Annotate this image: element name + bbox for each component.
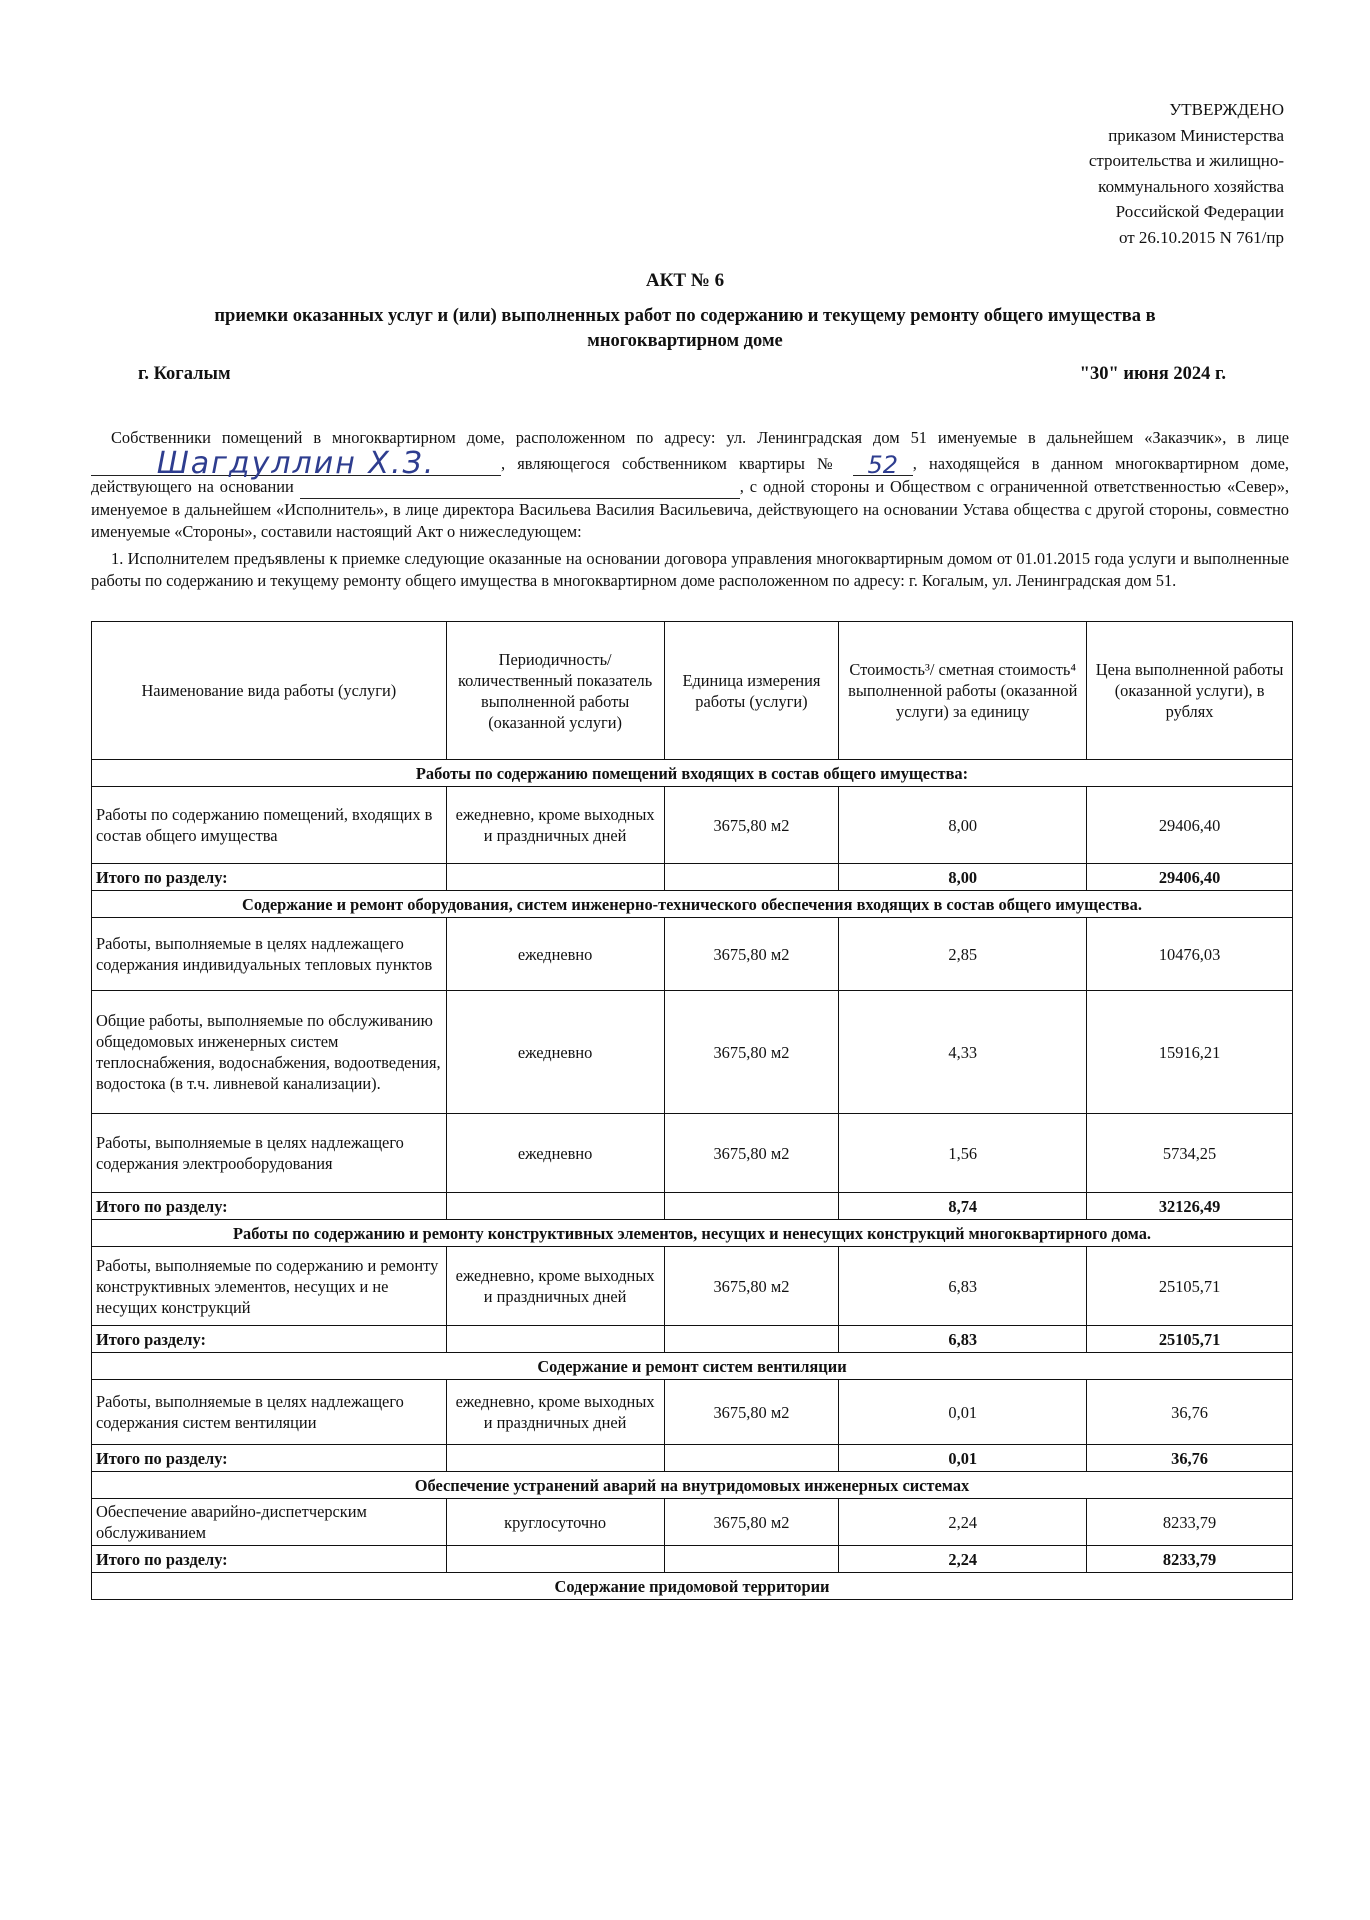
- table-row: [92, 1247, 1293, 1326]
- work-price: 8233,79: [1087, 1499, 1293, 1546]
- total-cost: 6,83: [839, 1326, 1087, 1353]
- table-row: [92, 991, 1293, 1114]
- document-title: АКТ № 6: [645, 270, 725, 291]
- work-price: 10476,03: [1087, 918, 1293, 991]
- section-title: Работы по содержанию помещений входящих в состав общего имущества:: [92, 760, 1293, 787]
- work-cost: 6,83: [839, 1247, 1087, 1326]
- section-total-row: [92, 1193, 1293, 1220]
- works-table: [91, 621, 1293, 1600]
- section-total-row: [92, 864, 1293, 891]
- work-price: 29406,40: [1087, 787, 1293, 864]
- work-cost: 4,33: [839, 991, 1087, 1114]
- work-unit: 3675,80 м2: [664, 991, 839, 1114]
- document-subtitle: приемки оказанных услуг и (или) выполненных работ по содержанию и текущему ремонту общего имущества в многоквартирном доме: [214, 306, 1156, 351]
- total-price: 36,76: [1087, 1445, 1293, 1472]
- header-unit-cost: Стоимость³/ сметная стоимость⁴ выполненной работы (оказанной услуги) за единицу: [839, 622, 1087, 760]
- city: г. Когалым: [138, 364, 231, 384]
- table-row: [92, 1114, 1293, 1193]
- work-unit: 3675,80 м2: [664, 787, 839, 864]
- total-cost: 2,24: [839, 1546, 1087, 1573]
- work-name: Обеспечение аварийно-диспетчерским обслуживанием: [92, 1499, 447, 1546]
- intro-part1: Собственники помещений в многоквартирном доме, расположенном по адресу: ул. Ленинградская дом 51 именуемые в дальнейшем «Заказчик», в лице: [111, 428, 1289, 447]
- work-name: Работы, выполняемые в целях надлежащего содержания систем вентиляции: [92, 1380, 447, 1445]
- total-price: 29406,40: [1087, 864, 1293, 891]
- total-label: Итого по разделу:: [92, 1546, 447, 1573]
- section-title: Содержание и ремонт оборудования, систем инженерно-технического обеспечения входящих в состав общего имущества.: [92, 891, 1293, 918]
- section-total-row: [92, 1445, 1293, 1472]
- total-label: Итого по разделу:: [92, 1193, 447, 1220]
- header-unit: Единица измерения работы (услуги): [664, 622, 839, 760]
- section-title: Содержание и ремонт систем вентиляции: [92, 1353, 1293, 1380]
- total-cost: 8,00: [839, 864, 1087, 891]
- work-cost: 1,56: [839, 1114, 1087, 1193]
- intro-paragraph: [91, 427, 1289, 543]
- approval-line: Российской Федерации: [1115, 202, 1284, 221]
- intro-part4: , с одной стороны и Обществом с ограниченной ответственностью «Север», именуемое в дальнейшем «Исполнитель», в лице директора Васильева Василия Васильевича, действующего на основании Устава общества с другой стороны, совместно именуемые «Стороны», составили настоящий Акт о нижеследующем:: [91, 477, 1289, 541]
- total-label: Итого по разделу:: [92, 864, 447, 891]
- section-header-row: [92, 1220, 1293, 1247]
- work-name: Общие работы, выполняемые по обслуживанию общедомовых инженерных систем теплоснабжения, водоснабжения, водоотведения, водостока (в т.ч. ливневой канализации).: [92, 991, 447, 1114]
- table-row: [92, 787, 1293, 864]
- section-header-row: [92, 1472, 1293, 1499]
- work-cost: 0,01: [839, 1380, 1087, 1445]
- table-row: [92, 918, 1293, 991]
- work-price: 5734,25: [1087, 1114, 1293, 1193]
- work-price: 36,76: [1087, 1380, 1293, 1445]
- work-cost: 2,85: [839, 918, 1087, 991]
- approval-line: УТВЕРЖДЕНО: [1169, 100, 1284, 119]
- header-work-name: Наименование вида работы (услуги): [92, 622, 447, 760]
- approval-stamp: [1089, 97, 1284, 250]
- total-label: Итого разделу:: [92, 1326, 447, 1353]
- total-price: 25105,71: [1087, 1326, 1293, 1353]
- work-period: ежедневно: [446, 1114, 664, 1193]
- section-title: Обеспечение устранений аварий на внутридомовых инженерных системах: [92, 1472, 1293, 1499]
- work-period: ежедневно, кроме выходных и праздничных дней: [446, 1247, 664, 1326]
- approval-line: от 26.10.2015 N 761/пр: [1118, 227, 1284, 247]
- work-name: Работы, выполняемые в целях надлежащего содержания индивидуальных тепловых пунктов: [92, 918, 447, 991]
- work-name: Работы, выполняемые в целях надлежащего содержания электрооборудования: [92, 1114, 447, 1193]
- work-name: Работы по содержанию помещений, входящих в состав общего имущества: [92, 787, 447, 864]
- approval-line: строительства и жилищно-: [1088, 151, 1284, 170]
- section-header-row: [92, 760, 1293, 787]
- total-cost: 8,74: [839, 1193, 1087, 1220]
- approval-line: приказом Министерства: [1108, 125, 1284, 145]
- work-period: ежедневно, кроме выходных и праздничных дней: [446, 787, 664, 864]
- header-price: Цена выполненной работы (оказанной услуги), в рублях: [1087, 622, 1293, 760]
- work-name: Работы, выполняемые по содержанию и ремонту конструктивных элементов, несущих и не несущих конструкций: [92, 1247, 447, 1326]
- work-price: 25105,71: [1087, 1247, 1293, 1326]
- work-period: ежедневно, кроме выходных и праздничных дней: [446, 1380, 664, 1445]
- owner-signature: Шагдуллин Х.З.: [156, 446, 436, 481]
- work-unit: 3675,80 м2: [664, 1114, 839, 1193]
- work-unit: 3675,80 м2: [664, 1499, 839, 1546]
- section-header-row: [92, 1573, 1293, 1600]
- table-header-row: [92, 622, 1293, 760]
- section-header-row: [92, 891, 1293, 918]
- work-cost: 2,24: [839, 1499, 1087, 1546]
- owner-name-field: [91, 446, 501, 481]
- section-total-row: [92, 1546, 1293, 1573]
- apartment-field: [853, 450, 913, 479]
- work-unit: 3675,80 м2: [664, 1247, 839, 1326]
- clause-1: [91, 548, 1289, 592]
- total-cost: 0,01: [839, 1445, 1087, 1472]
- section-title: Содержание придомовой территории: [92, 1573, 1293, 1600]
- work-period: круглосуточно: [446, 1499, 664, 1546]
- total-price: 32126,49: [1087, 1193, 1293, 1220]
- approval-line: коммунального хозяйства: [1098, 176, 1284, 196]
- section-total-row: [92, 1326, 1293, 1353]
- document-date: "30" июня 2024 г.: [1079, 364, 1226, 384]
- section-header-row: [92, 1353, 1293, 1380]
- clause-1-text: 1. Исполнителем предъявлены к приемке следующие оказанные на основании договора управления многоквартирным домом от 01.01.2015 года услуги и выполненные работы по содержанию и текущему ремонту общего имущества в многоквартирном доме расположенном по адресу: г. Когалым, ул. Ленинградская дом 51.: [91, 549, 1289, 590]
- work-price: 15916,21: [1087, 991, 1293, 1114]
- work-unit: 3675,80 м2: [664, 918, 839, 991]
- total-label: Итого по разделу:: [92, 1445, 447, 1472]
- section-title: Работы по содержанию и ремонту конструктивных элементов, несущих и ненесущих конструкций многоквартирного дома.: [92, 1220, 1293, 1247]
- apartment-number: 52: [867, 451, 899, 479]
- work-cost: 8,00: [839, 787, 1087, 864]
- work-unit: 3675,80 м2: [664, 1380, 839, 1445]
- total-price: 8233,79: [1087, 1546, 1293, 1573]
- intro-part3: , находящейся в данном многоквартирном доме, действующего на основании: [91, 454, 1289, 496]
- intro-part2: , являющегося собственником квартиры №: [501, 454, 841, 473]
- table-row: [92, 1380, 1293, 1445]
- table-row: [92, 1499, 1293, 1546]
- work-period: ежедневно: [446, 991, 664, 1114]
- header-periodicity: Периодичность/ количественный показатель выполненной работы (оказанной услуги): [446, 622, 664, 760]
- work-period: ежедневно: [446, 918, 664, 991]
